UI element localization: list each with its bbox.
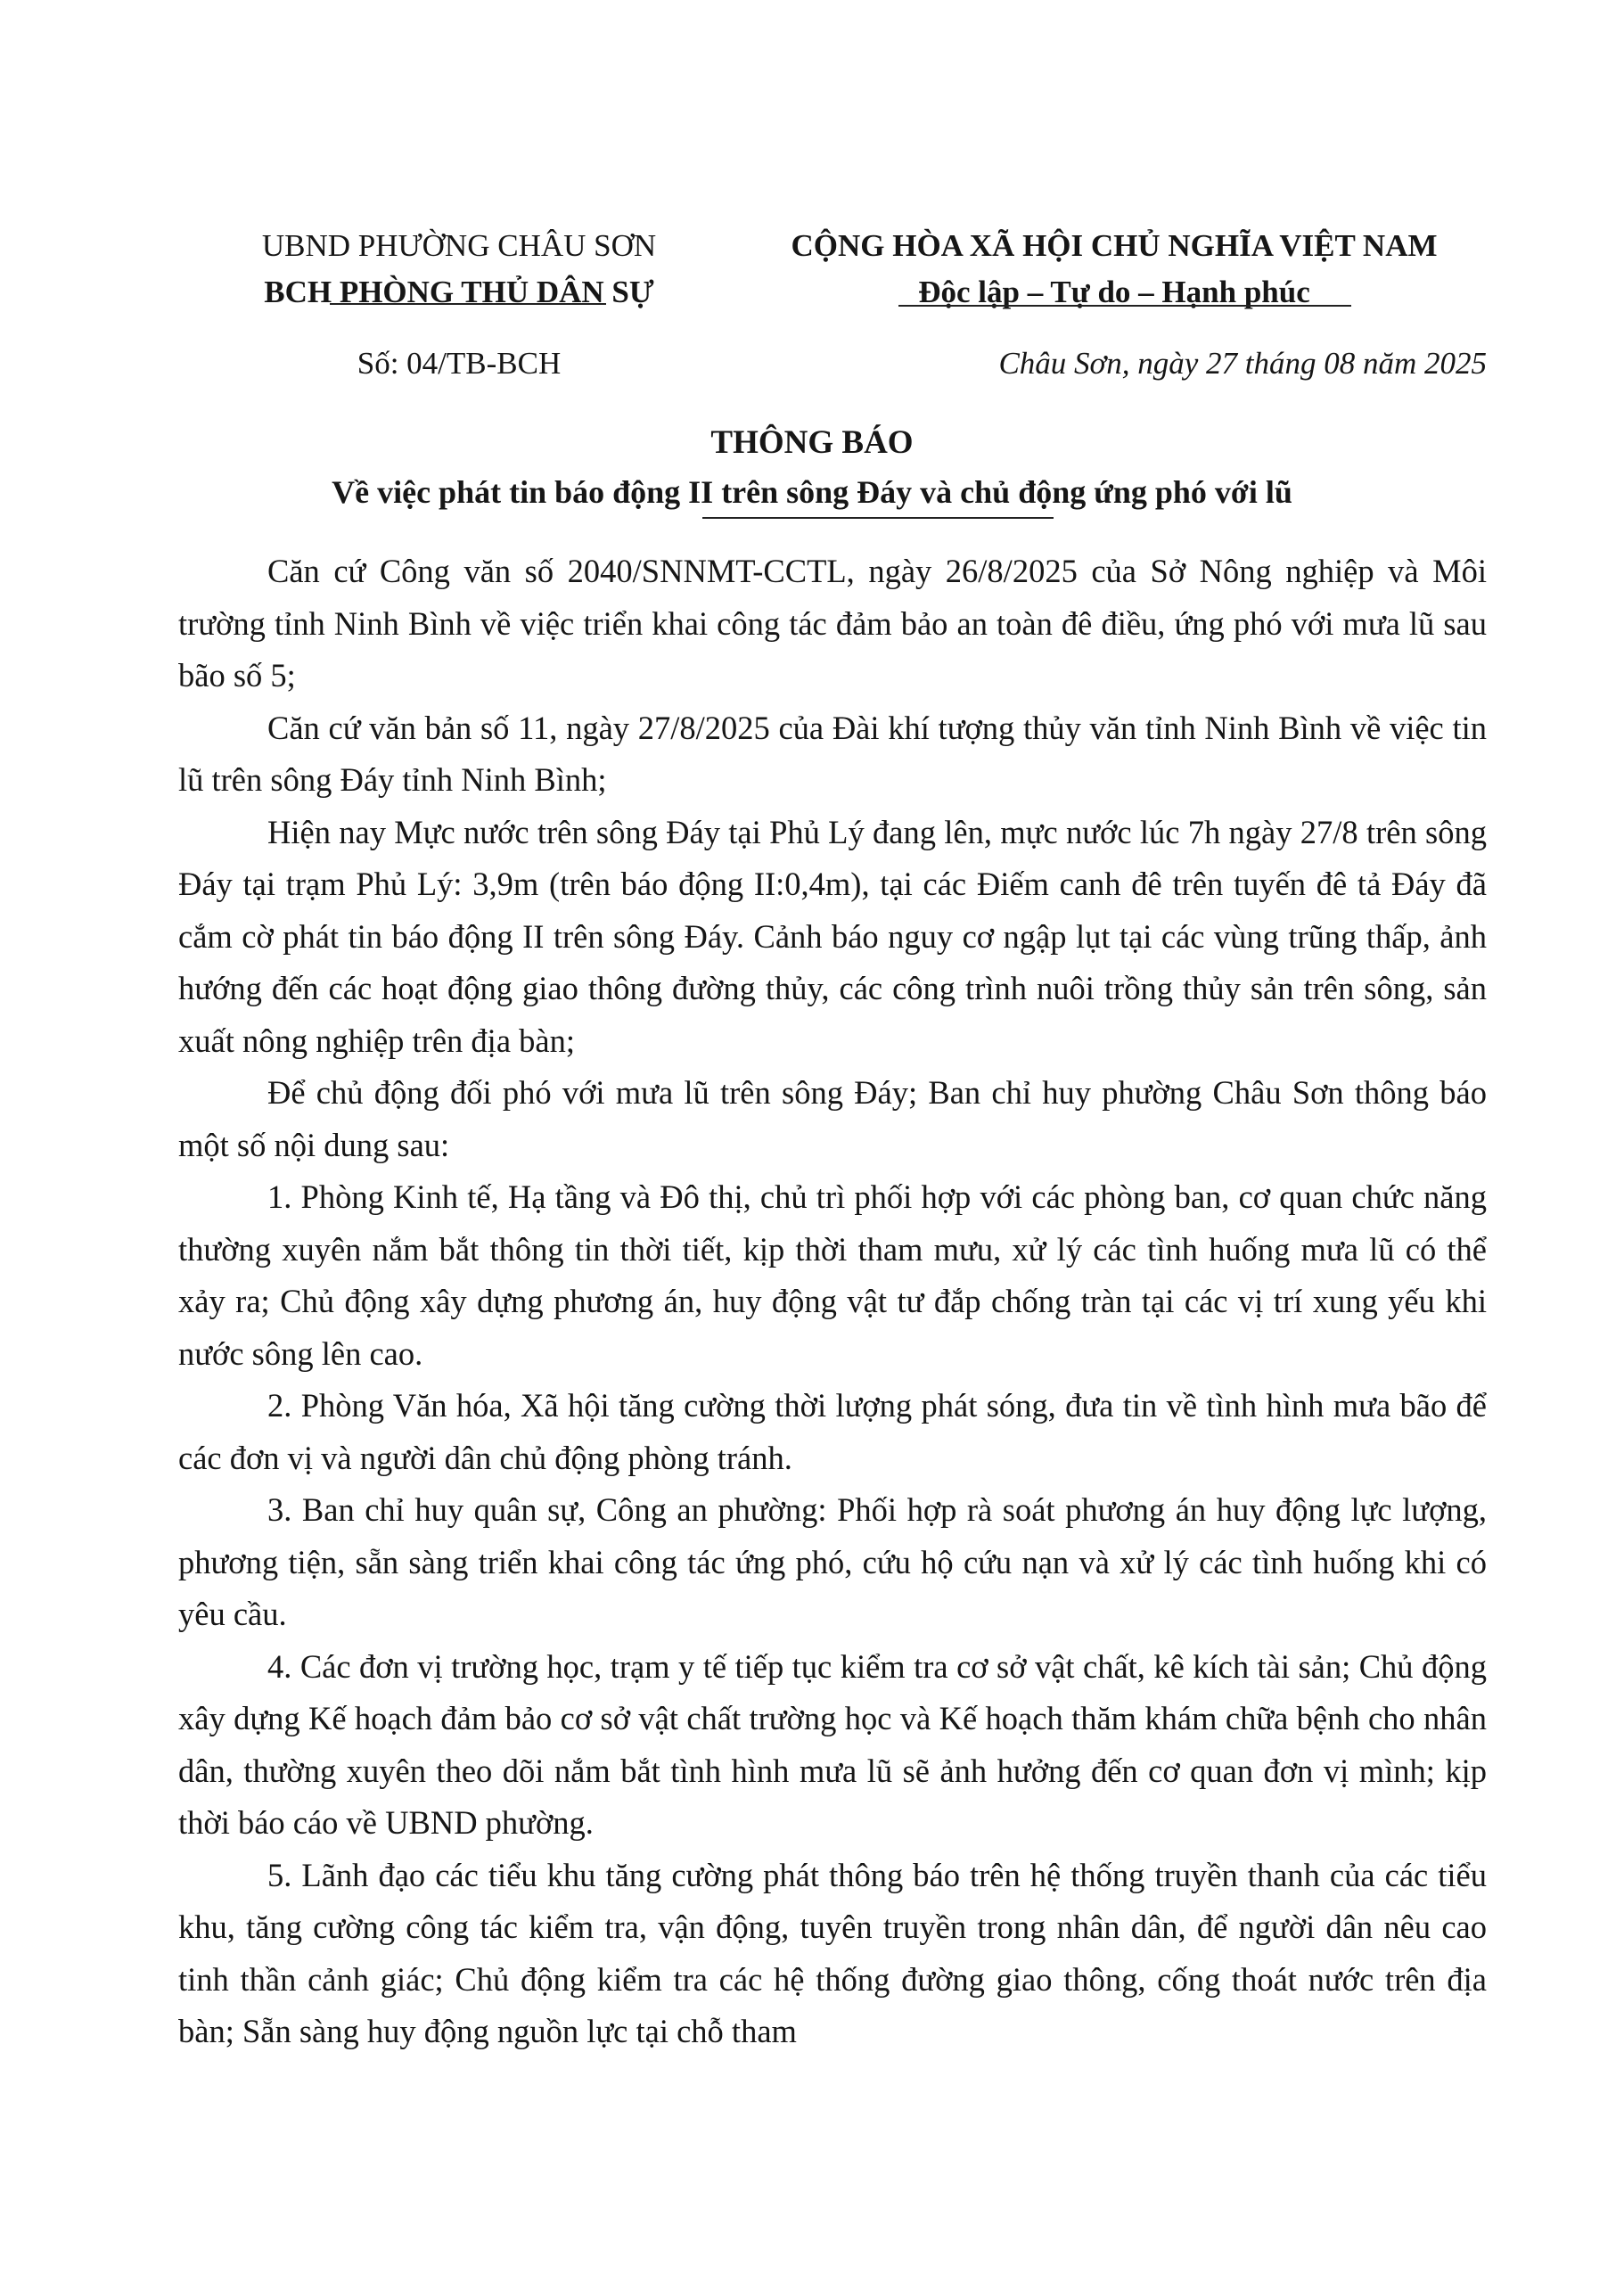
- paragraph: Để chủ động đối phó với mưa lũ trên sông Đáy; Ban chỉ huy phường Châu Sơn thông báo một số nội dung sau:: [178, 1074, 1487, 1163]
- document-date: Châu Sơn, ngày 27 tháng 08 năm 2025: [998, 346, 1487, 381]
- paragraph: Căn cứ văn bản số 11, ngày 27/8/2025 của Đài khí tượng thủy văn tỉnh Ninh Bình về việc tin lũ trên sông Đáy tỉnh Ninh Bình;: [178, 709, 1487, 798]
- motto: Độc lập – Tự do – Hạnh phúc: [918, 275, 1310, 309]
- authority-name: UBND PHƯỜNG CHÂU SƠN: [261, 228, 657, 263]
- country-name: CỘNG HÒA XÃ HỘI CHỦ NGHĨA VIỆT NAM: [791, 228, 1438, 263]
- paragraph: Hiện nay Mực nước trên sông Đáy tại Phủ Lý đang lên, mực nước lúc 7h ngày 27/8 trên sông Đáy tại trạm Phủ Lý: 3,9m (trên báo động II:0,4m), tại các Điếm canh đê trên tuyến đê tả Đáy đã cắm cờ phát tin báo động II trên sông Đáy. Cảnh báo nguy cơ ngập lụt tại các vùng trũng thấp, ảnh hướng đến các hoạt động giao thông đường thủy, các công trình nuôi trồng thủy sản trên sông, sản xuất nông nghiệp trên địa bàn;: [178, 813, 1487, 1059]
- document-number: Số: 04/TB-BCH: [357, 346, 562, 381]
- paragraph: 2. Phòng Văn hóa, Xã hội tăng cường thời lượng phát sóng, đưa tin về tình hình mưa bão để các đơn vị và người dân chủ động phòng tránh.: [178, 1387, 1487, 1476]
- document-title: THÔNG BÁO: [710, 424, 914, 461]
- paragraph: 3. Ban chỉ huy quân sự, Công an phường: Phối hợp rà soát phương án huy động lực lượng, phương tiện, sẵn sàng triển khai công tác ứng phó, cứu hộ cứu nạn và xử lý các tình huống khi có yêu cầu.: [178, 1491, 1487, 1632]
- subtitle-underline: [702, 517, 1054, 519]
- national-motto: [731, 223, 1497, 316]
- committee-name: BCH PHÒNG THỦ DÂN SỰ: [264, 275, 654, 309]
- document-body: [178, 546, 1487, 2058]
- motto-underline: [898, 305, 1351, 307]
- paragraph: Căn cứ Công văn số 2040/SNNMT-CCTL, ngày 26/8/2025 của Sở Nông nghiệp và Môi trường tỉnh Ninh Bình về việc triển khai công tác đảm bảo an toàn đê điều, ứng phó với mưa lũ sau bão số 5;: [178, 553, 1487, 694]
- authority-underline: [330, 303, 606, 305]
- paragraph: 1. Phòng Kinh tế, Hạ tầng và Đô thị, chủ trì phối hợp với các phòng ban, cơ quan chức năng thường xuyên nắm bắt thông tin thời tiết, kịp thời tham mưu, xử lý các tình huống mưa lũ có thể xảy ra; Chủ động xây dựng phương án, huy động vật tư đắp chống tràn tại các vị trí xung yếu khi nước sông lên cao.: [178, 1178, 1487, 1372]
- issuing-authority: [218, 223, 700, 316]
- paragraph: 4. Các đơn vị trường học, trạm y tế tiếp tục kiểm tra cơ sở vật chất, kê kích tài sản; Chủ động xây dựng Kế hoạch đảm bảo cơ sở vật chất trường học và Kế hoạch thăm khám chữa bệnh cho nhân dân, thường xuyên theo dõi nắm bắt tình hình mưa lũ sẽ ảnh hưởng đến cơ quan đơn vị mình; kịp thời báo cáo về UBND phường.: [178, 1647, 1487, 1841]
- paragraph: 5. Lãnh đạo các tiểu khu tăng cường phát thông báo trên hệ thống truyền thanh của các tiểu khu, tăng cường công tác kiểm tra, vận động, tuyên truyền trong nhân dân, để người dân nêu cao tinh thần cảnh giác; Chủ động kiểm tra các hệ thống đường giao thông, cống thoát nước trên địa bàn; Sẵn sàng huy động nguồn lực tại chỗ tham: [178, 1856, 1487, 2049]
- document-subtitle: Về việc phát tin báo động II trên sông Đáy và chủ động ứng phó với lũ: [332, 474, 1292, 510]
